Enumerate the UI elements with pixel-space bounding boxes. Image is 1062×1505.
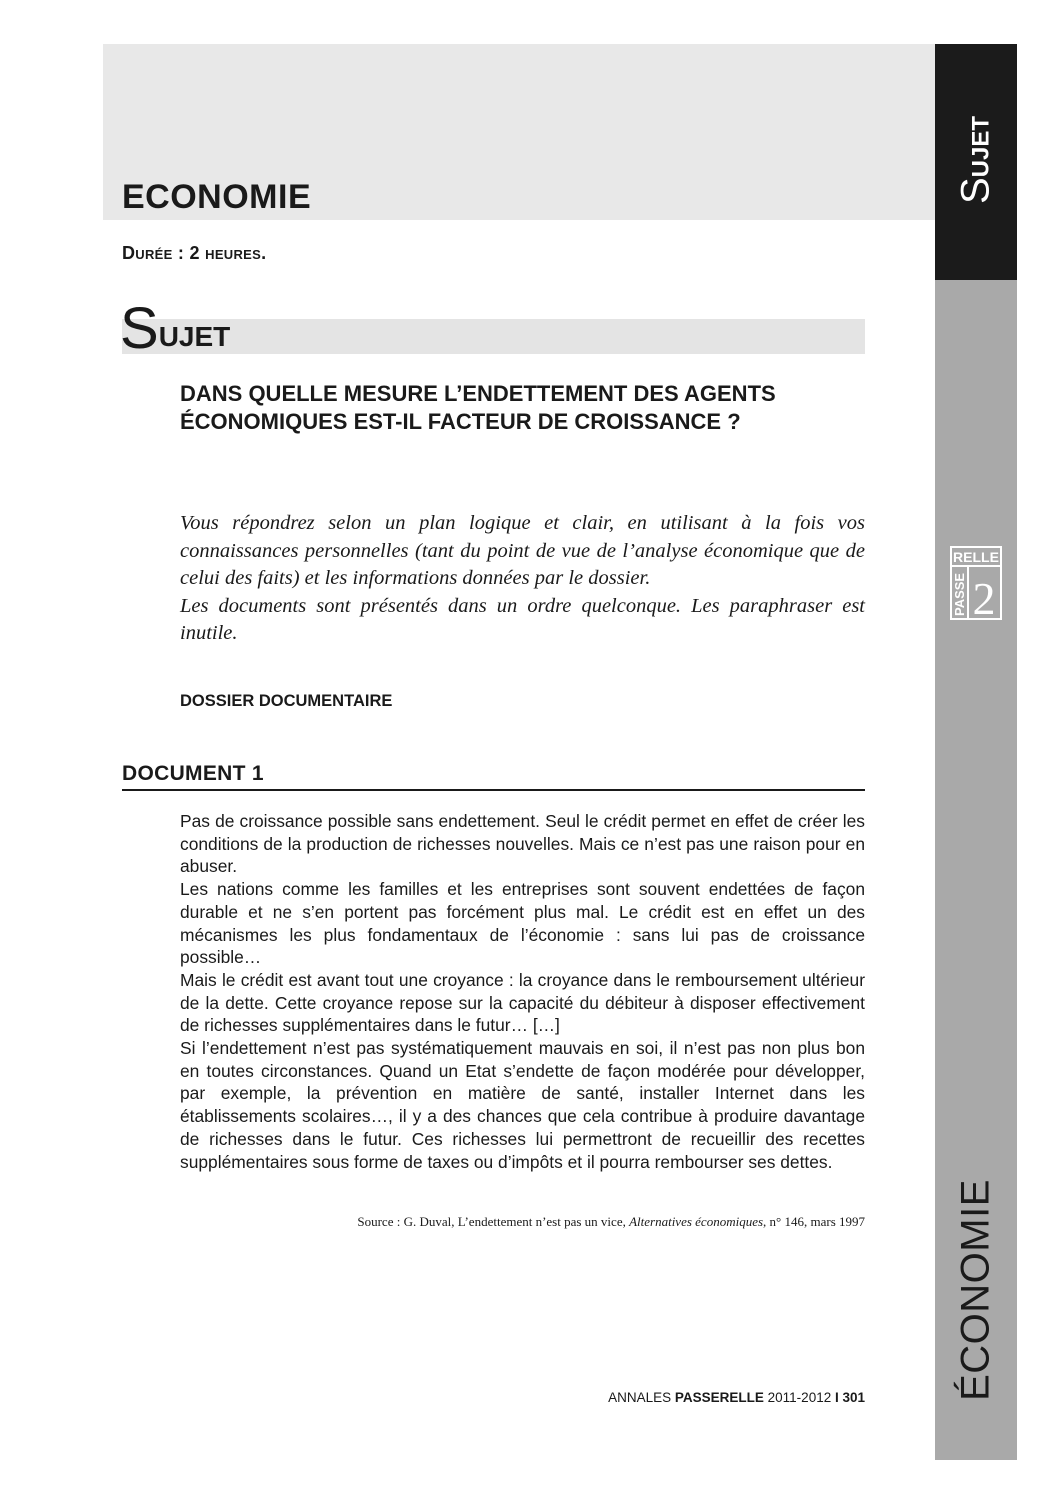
sujet-heading	[120, 296, 231, 361]
dossier-label: DOSSIER DOCUMENTAIRE	[180, 692, 393, 710]
sujet-heading-initial: S	[120, 296, 159, 361]
page-title: ECONOMIE	[122, 178, 312, 216]
source-journal: Alternatives économiques	[629, 1214, 764, 1229]
document-paragraph: Pas de croissance possible sans endettement. Seul le crédit permet en effet de créer les conditions de la production de richesses nouvelles. Mais ce n’est pas une raison pour en abuser.	[180, 811, 865, 877]
document-paragraph: Si l’endettement n’est pas systématiquement mauvais en soi, il n’est pas non plus bon en toutes circonstances. Quand un Etat s’endette de façon modérée pour développer, par exemple, la prévention en matière de santé, installer Internet dans les établissements scolaires…, il y a des chances que cela contribue à produire davantage de richesses dans le futur. Ces richesses lui permettront de recueillir des recettes supplémentaires sous forme de taxes ou d’impôts et il pourra rembourser ses dettes.	[180, 1038, 865, 1172]
footer-years: 2011-2012	[763, 1390, 835, 1405]
sidebar-sujet-initial: S	[953, 177, 998, 205]
page-number: I 301	[834, 1390, 865, 1405]
sidebar-section-label: ÉCONOMIE	[953, 1179, 998, 1401]
instructions-paragraph: Vous répondrez selon un plan logique et clair, en utilisant à la fois vos connaissances personnelles (tant du point de vue de l’analyse économique que de celui des faits) et les informations données par le dossier.	[180, 512, 865, 589]
page-footer	[608, 1390, 865, 1405]
document-source	[357, 1214, 865, 1230]
logo-number: 2	[972, 573, 996, 620]
logo-top-text: RELLE	[953, 549, 999, 565]
document-body	[180, 810, 865, 1173]
footer-brand: PASSERELLE	[674, 1390, 764, 1405]
document-heading-rule	[122, 789, 865, 791]
document-paragraph: Mais le crédit est avant tout une croyance : la croyance dans le remboursement ultérieur de la dette. Cette croyance repose sur la capacité du débiteur à disposer effectivement de richesses supplémentaires dans le futur… […]	[180, 969, 865, 1036]
sidebar-sujet-label	[954, 116, 999, 204]
sujet-heading-rest: UJET	[158, 321, 231, 352]
document-paragraph: Les nations comme les familles et les entreprises sont souvent endettées de façon durable et ne s’en portent pas forcément plus mal. Le crédit est en effet un des mécanismes les plus fondamentaux de l’économie : sans lui pas de croissance possible…	[180, 879, 865, 968]
exam-duration: Durée : 2 heures.	[122, 243, 267, 263]
logo-side-text: PASSE	[952, 572, 967, 616]
instructions-paragraph: Les documents sont présentés dans un ordre quelconque. Les paraphraser est inutile.	[180, 594, 865, 644]
footer-prefix: ANNALES	[608, 1390, 675, 1405]
passerelle-logo	[950, 546, 1002, 620]
sidebar-sujet-rest: UJET	[967, 115, 995, 178]
source-prefix: Source : G. Duval, L’endettement n’est pas un vice,	[357, 1214, 630, 1229]
instructions	[180, 510, 865, 648]
sujet-heading-bar	[122, 319, 865, 354]
document-heading: DOCUMENT 1	[122, 762, 264, 785]
exam-question: DANS QUELLE MESURE L’ENDETTEMENT DES AGENTS ÉCONOMIQUES EST-IL FACTEUR DE CROISSANCE ?	[180, 381, 776, 434]
source-suffix: , n° 146, mars 1997	[763, 1214, 865, 1229]
